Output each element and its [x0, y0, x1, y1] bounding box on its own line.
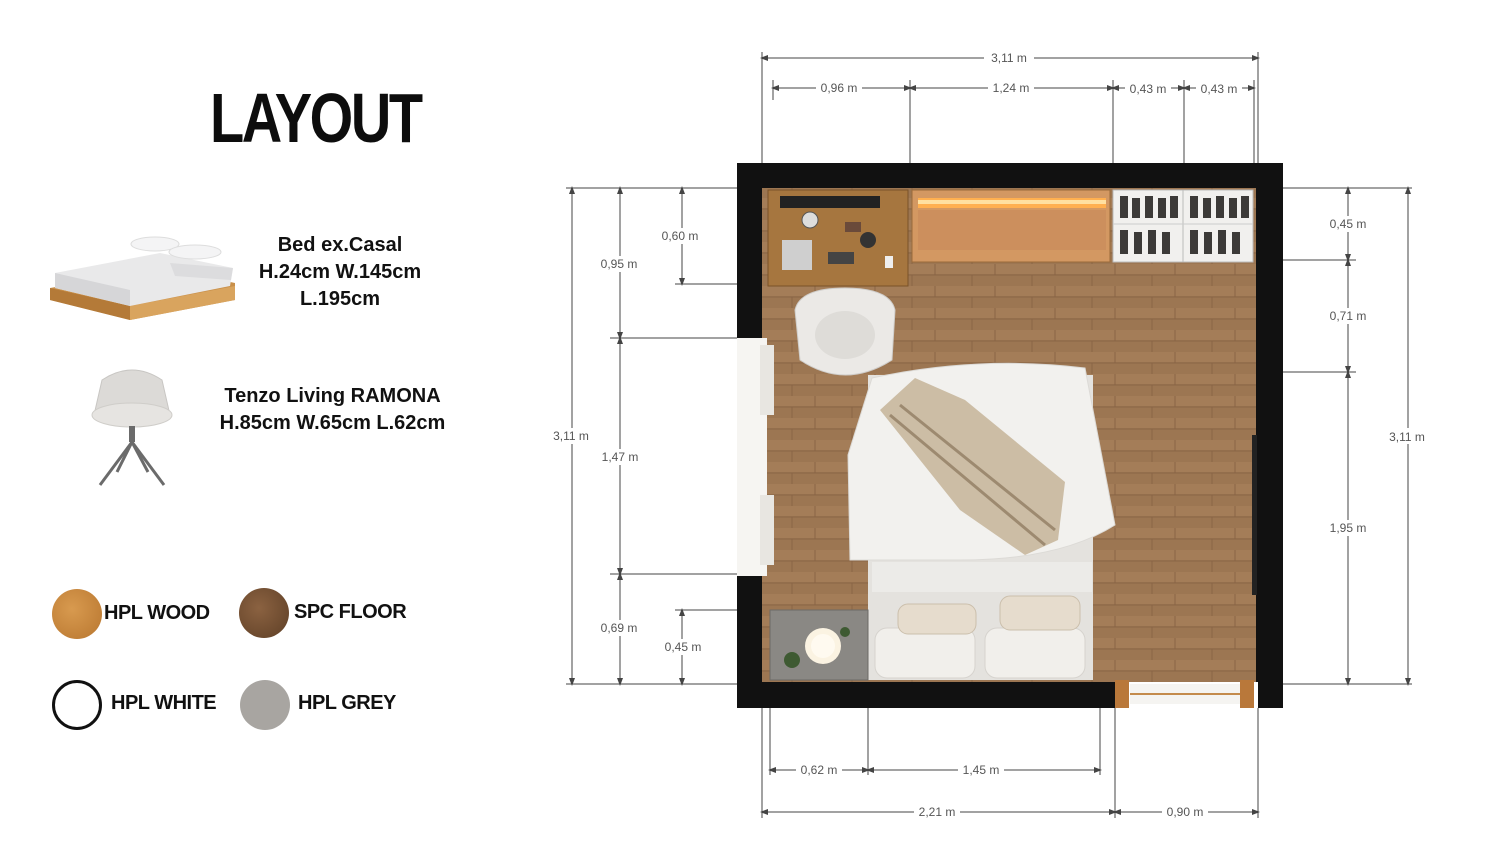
- dim-bottom-2: 1,45 m: [962, 763, 1000, 777]
- dim-bottom-total-a: 2,21 m: [918, 805, 956, 819]
- nightstand: [770, 610, 868, 680]
- wall-panel: [1252, 435, 1257, 595]
- dim-right-2: 0,71 m: [1329, 309, 1367, 323]
- desk: [768, 190, 908, 286]
- desk-chair: [795, 288, 895, 375]
- dim-bottom-1: 0,62 m: [800, 763, 838, 777]
- bed: [848, 363, 1115, 680]
- dim-top-total: 3,11 m: [991, 51, 1027, 65]
- dim-right-1: 0,45 m: [1329, 217, 1367, 231]
- dim-top-2: 1,24 m: [992, 81, 1030, 95]
- hpl-white-label: HPL WHITE: [111, 692, 217, 714]
- dim-bottom-total-b: 0,90 m: [1166, 805, 1204, 819]
- dim-right-total: 3,11 m: [1389, 430, 1425, 444]
- page-title: LAYOUT: [210, 79, 421, 157]
- hpl-grey-label: HPL GREY: [298, 692, 396, 714]
- dim-top-3: 0,43 m: [1129, 82, 1167, 96]
- dim-left-2: 1,47 m: [601, 450, 639, 464]
- bed-product-name: Bed ex.Casal: [277, 234, 403, 256]
- dim-left-night: 0,45 m: [664, 640, 702, 654]
- bed-product-dims: H.24cm W.145cm: [258, 261, 422, 283]
- spc-floor-label: SPC FLOOR: [294, 601, 407, 623]
- dim-left-total: 3,11 m: [553, 429, 589, 443]
- led-cabinet: [912, 190, 1110, 262]
- shoe-shelves: [1113, 190, 1253, 262]
- dim-top-4: 0,43 m: [1200, 82, 1238, 96]
- dim-top-1: 0,96 m: [820, 81, 858, 95]
- bed-product-dims-length: L.195cm: [299, 288, 381, 310]
- dim-right-3: 1,95 m: [1329, 521, 1367, 535]
- hpl-wood-label: HPL WOOD: [104, 602, 210, 624]
- chair-product-dims: H.85cm W.65cm L.62cm: [219, 412, 446, 434]
- dim-left-desk: 0,60 m: [661, 229, 699, 243]
- dim-left-1: 0,95 m: [600, 257, 638, 271]
- chair-product-name: Tenzo Living RAMONA: [224, 385, 441, 407]
- dim-left-3: 0,69 m: [600, 621, 638, 635]
